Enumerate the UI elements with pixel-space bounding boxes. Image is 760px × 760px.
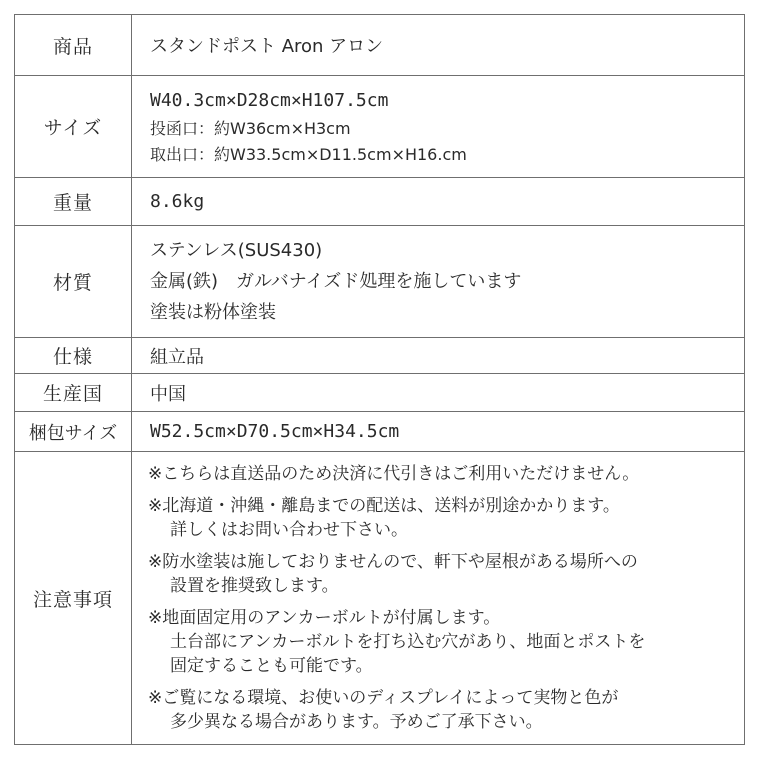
note-5 <box>148 686 744 734</box>
row-notes <box>15 452 745 745</box>
label-material: 材質 <box>15 226 132 338</box>
label-product: 商品 <box>15 15 132 76</box>
value-product: スタンドポスト Aron アロン <box>132 15 745 76</box>
note-2 <box>148 494 744 542</box>
spec-table <box>14 14 745 745</box>
note-4 <box>148 606 744 678</box>
note-3-line-2: 設置を推奨致します。 <box>170 576 339 596</box>
material-line-1: ステンレス(SUS430) <box>150 240 323 261</box>
size-outlet: 取出口：約W33.5cm×D11.5cm×H16.cm <box>150 144 467 164</box>
size-slot: 投函口：約W36cm×H3cm <box>150 118 351 138</box>
note-5-line-1: ※ご覧になる環境、お使いのディスプレイによって実物と色が <box>148 688 619 708</box>
note-1: ※こちらは直送品のため決済に代引きはご利用いただけません。 <box>148 464 640 484</box>
material-line-2: 金属(鉄) ガルバナイズド処理を施しています <box>150 271 522 292</box>
value-material <box>132 226 745 338</box>
material-line-3: 塗装は粉体塗装 <box>150 302 276 323</box>
value-weight: 8.6kg <box>132 178 745 226</box>
note-5-line-2: 多少異なる場合があります。予めご了承下さい。 <box>170 712 543 732</box>
row-product <box>15 15 745 76</box>
value-notes <box>132 452 745 745</box>
note-4-line-2: 土台部にアンカーボルトを打ち込む穴があり、地面とポストを <box>170 632 646 652</box>
row-spec <box>15 338 745 374</box>
row-weight <box>15 178 745 226</box>
note-4-line-1: ※地面固定用のアンカーボルトが付属します。 <box>148 608 501 628</box>
note-3-line-1: ※防水塗装は施しておりませんので、軒下や屋根がある場所への <box>148 552 638 572</box>
label-spec: 仕様 <box>15 338 132 374</box>
note-4-line-3: 固定することも可能です。 <box>170 656 373 676</box>
value-spec: 組立品 <box>132 338 745 374</box>
row-material <box>15 226 745 338</box>
label-notes: 注意事項 <box>15 452 132 745</box>
note-2-line-2: 詳しくはお問い合わせ下さい。 <box>170 520 408 540</box>
row-origin <box>15 374 745 412</box>
row-package <box>15 412 745 452</box>
value-origin: 中国 <box>132 374 745 412</box>
label-origin: 生産国 <box>15 374 132 412</box>
label-package: 梱包サイズ <box>15 412 132 452</box>
note-3 <box>148 550 744 598</box>
row-size <box>15 76 745 178</box>
value-package: W52.5cm×D70.5cm×H34.5cm <box>132 412 745 452</box>
note-2-line-1: ※北海道・沖縄・離島までの配送は、送料が別途かかります。 <box>148 496 620 516</box>
label-weight: 重量 <box>15 178 132 226</box>
value-size <box>132 76 745 178</box>
size-main: W40.3cm×D28cm×H107.5cm <box>150 89 389 111</box>
label-size: サイズ <box>15 76 132 178</box>
